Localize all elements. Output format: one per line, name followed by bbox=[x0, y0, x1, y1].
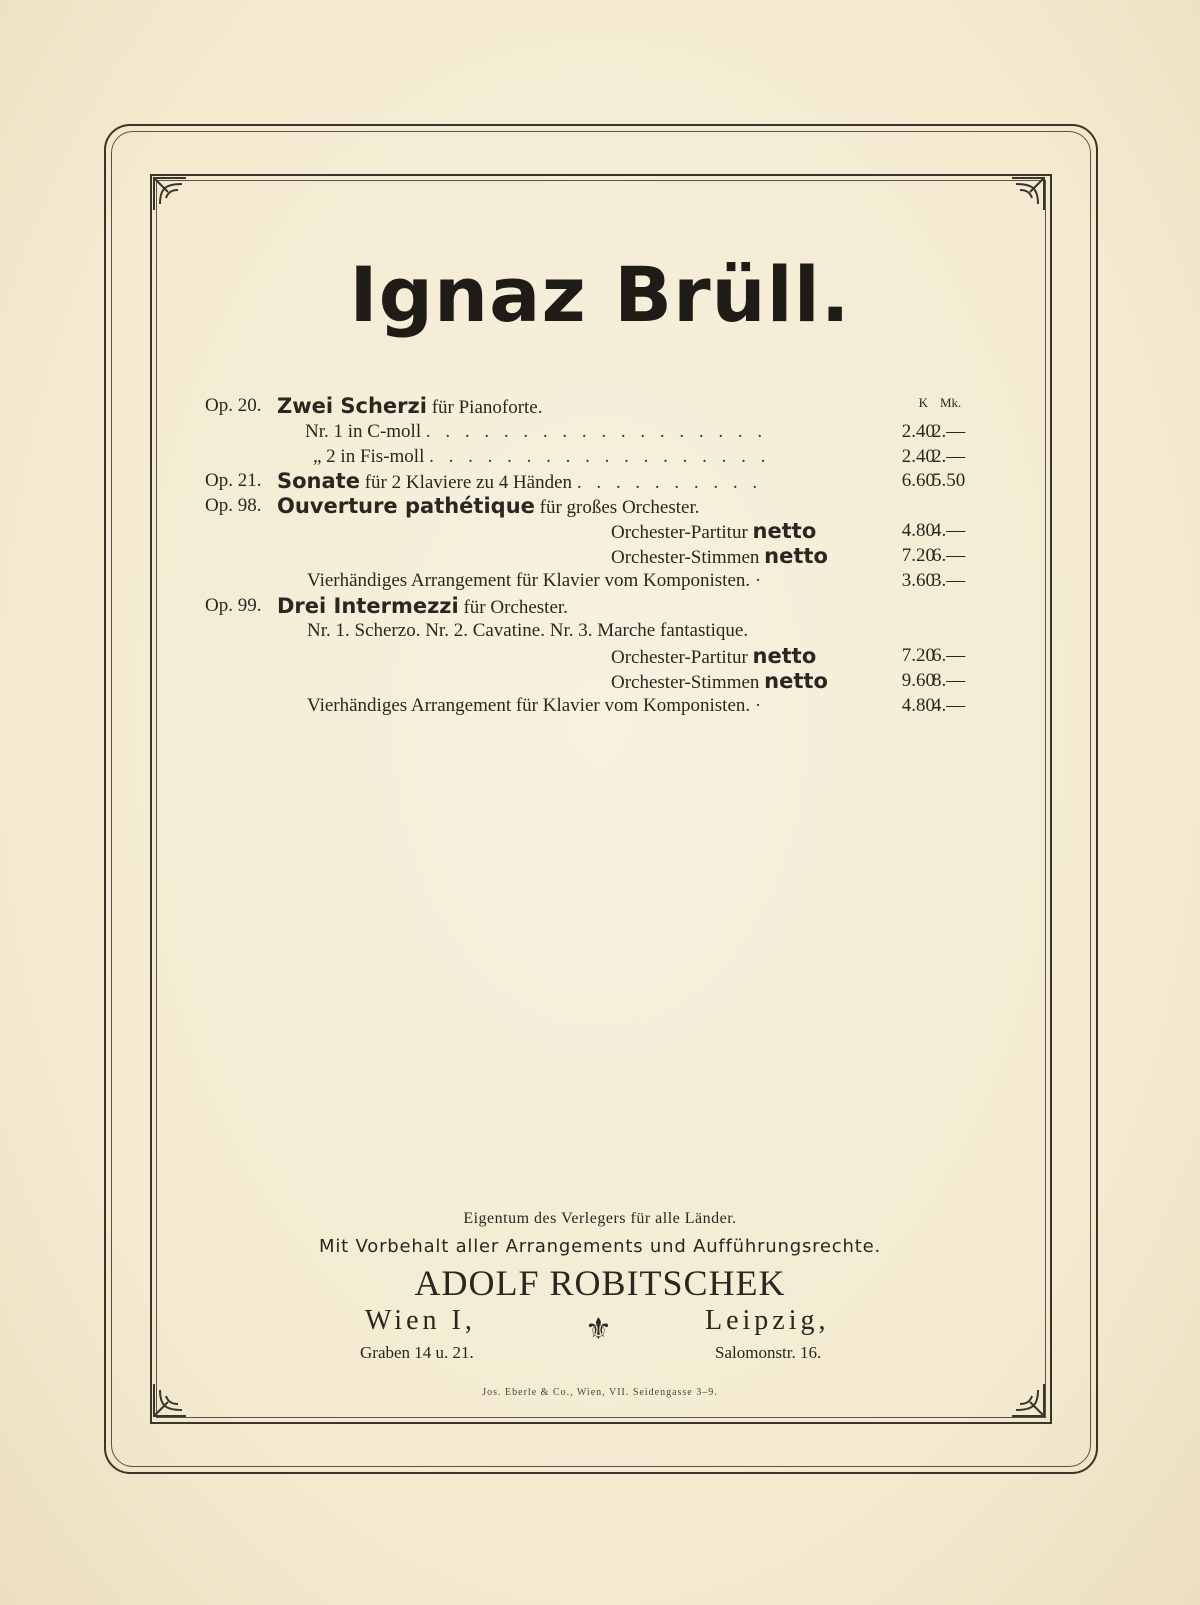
price-mk: 5.50 bbox=[932, 470, 966, 491]
catalog-subentry bbox=[0, 693, 1200, 719]
work-scoring: für Pianoforte. bbox=[426, 397, 543, 418]
address-vienna: Graben 14 u. 21. bbox=[360, 1343, 474, 1362]
price-k: 4.80 bbox=[901, 695, 935, 716]
catalog-subentry bbox=[0, 444, 1200, 470]
catalog-subentry bbox=[0, 668, 1200, 694]
work-scoring: für Orchester. bbox=[458, 597, 568, 618]
address-leipzig: Salomonstr. 16. bbox=[715, 1343, 822, 1362]
rights-notice: Eigentum des Verlegers für alle Länder. bbox=[463, 1210, 737, 1227]
catalog-subentry bbox=[0, 518, 1200, 544]
catalog-entry-op99 bbox=[0, 593, 1200, 619]
printer-imprint: Jos. Eberle & Co., Wien, VII. Seidengasse 3–9. bbox=[482, 1387, 718, 1398]
catalog-subentry bbox=[0, 568, 1200, 594]
catalog-subentry bbox=[0, 543, 1200, 569]
subentry-label: Orchester-Stimmen bbox=[611, 672, 760, 693]
netto-label: netto bbox=[764, 544, 828, 568]
subentry-label: Orchester-Partitur bbox=[611, 522, 748, 543]
corner-ornament-bottom-left bbox=[150, 1380, 190, 1420]
price-k: 6.60 bbox=[901, 470, 935, 491]
corner-ornament-top-left bbox=[150, 174, 190, 214]
price-header-mk: Mk. bbox=[940, 395, 962, 410]
subentry-text: Vierhändiges Arrangement für Klavier vom Komponisten. bbox=[307, 695, 751, 716]
catalog-subentry bbox=[0, 419, 1200, 445]
publisher-emblem-icon: ⚜ bbox=[585, 1313, 612, 1346]
price-k: 4.80 bbox=[901, 520, 935, 541]
catalog-entry-op98 bbox=[0, 493, 1200, 519]
opus-number: Op. 98. bbox=[205, 495, 262, 516]
price-mk: 3.— bbox=[932, 570, 966, 591]
leader-dots: · bbox=[754, 695, 767, 716]
subentry-label: Orchester-Stimmen bbox=[611, 547, 760, 568]
work-title: Sonate bbox=[277, 469, 360, 493]
opus-number: Op. 20. bbox=[205, 395, 262, 416]
price-k: 2.40 bbox=[901, 421, 935, 442]
opus-number: Op. 21. bbox=[205, 470, 262, 491]
price-mk: 4.— bbox=[932, 695, 966, 716]
price-k: 3.60 bbox=[901, 570, 935, 591]
price-mk: 2.— bbox=[932, 421, 966, 442]
publisher-city-vienna: Wien I, bbox=[365, 1305, 476, 1336]
netto-label: netto bbox=[764, 669, 828, 693]
corner-ornament-bottom-right bbox=[1008, 1380, 1048, 1420]
leader-dots: . . . . . . . . . . . . . . . . . . bbox=[425, 421, 768, 442]
netto-label: netto bbox=[752, 519, 817, 543]
price-mk: 6.— bbox=[932, 545, 966, 566]
leader-dots: · bbox=[754, 570, 767, 591]
work-title: Ouverture pathétique bbox=[277, 494, 535, 518]
subentry-text: Vierhändiges Arrangement für Klavier vom Komponisten. bbox=[307, 570, 751, 591]
price-k: 7.20 bbox=[901, 645, 935, 666]
leader-dots: . . . . . . . . . . bbox=[576, 472, 763, 493]
composer-title: Ignaz Brüll. bbox=[349, 250, 851, 339]
subentry-text: Nr. 1. Scherzo. Nr. 2. Cavatine. Nr. 3. Marche fantastique. bbox=[307, 620, 749, 641]
reservation-notice: Mit Vorbehalt aller Arrangements und Aufführungsrechte. bbox=[319, 1236, 881, 1257]
publisher-city-leipzig: Leipzig, bbox=[705, 1305, 830, 1336]
work-title: Zwei Scherzi bbox=[277, 394, 427, 418]
catalog-subentry bbox=[0, 643, 1200, 669]
price-mk: 8.— bbox=[932, 670, 966, 691]
price-k: 2.40 bbox=[901, 446, 935, 467]
price-header-k: K bbox=[918, 395, 928, 410]
catalog-entry-op21 bbox=[0, 468, 1200, 494]
price-k: 7.20 bbox=[901, 545, 935, 566]
subentry-label: Orchester-Partitur bbox=[611, 647, 748, 668]
work-scoring: für 2 Klaviere zu 4 Händen bbox=[359, 472, 573, 493]
price-mk: 6.— bbox=[932, 645, 966, 666]
catalog-entry-op20 bbox=[0, 393, 1200, 419]
catalog-subentry bbox=[0, 618, 1200, 644]
price-mk: 4.— bbox=[932, 520, 966, 541]
subentry-text: Nr. 1 in C-moll bbox=[305, 421, 422, 442]
opus-number: Op. 99. bbox=[205, 595, 262, 616]
publisher-name: ADOLF ROBITSCHEK bbox=[414, 1263, 786, 1303]
netto-label: netto bbox=[752, 644, 817, 668]
subentry-text: „ 2 in Fis-moll bbox=[313, 446, 425, 467]
leader-dots: . . . . . . . . . . . . . . . . . . bbox=[429, 446, 771, 467]
price-mk: 2.— bbox=[932, 446, 966, 467]
work-title: Drei Intermezzi bbox=[277, 594, 459, 618]
price-k: 9.60 bbox=[901, 670, 935, 691]
work-scoring: für großes Orchester. bbox=[534, 497, 700, 518]
corner-ornament-top-right bbox=[1008, 174, 1048, 214]
